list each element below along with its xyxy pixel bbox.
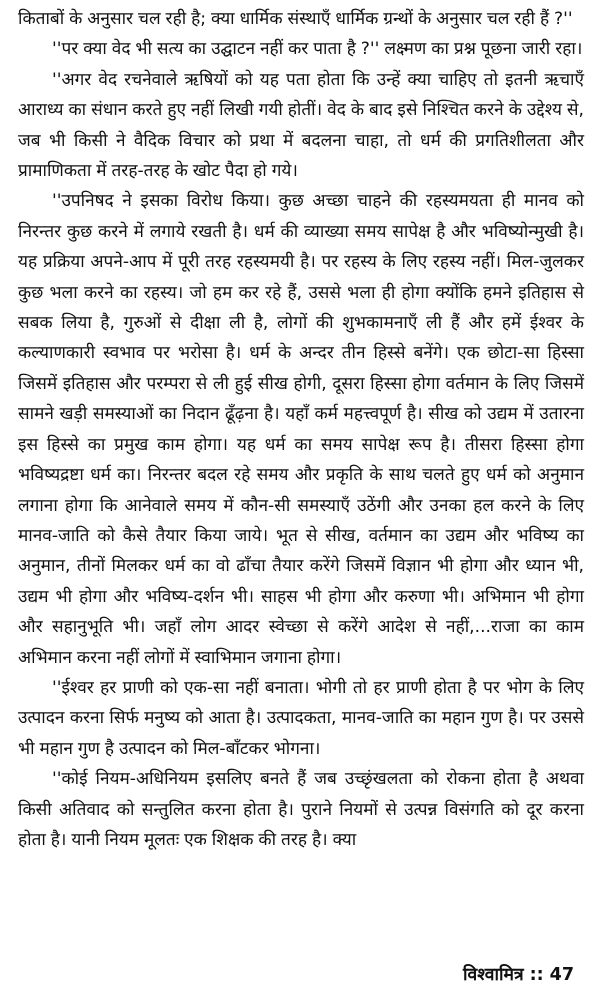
paragraph-rules: ''कोई नियम-अधिनियम इसलिए बनते हैं जब उच्छृंखलता को रोकना होता है अथवा किसी अतिवाद को सन्तुलित करना होता है। पुराने नियमों से उत्पन्न विसंगति को दूर करना होता है। यानी नियम मूलतः एक शिक्षक की तरह है। क्या <box>18 769 584 850</box>
paragraph-lakshman-question: ''पर क्या वेद भी सत्य का उद्घाटन नहीं कर पाता है ?'' लक्ष्मण का प्रश्न पूछना जारी रहा। <box>52 39 583 60</box>
page-text-body <box>18 4 584 855</box>
footer-separator: :: <box>529 965 544 985</box>
footer-book-title: विश्वामित्र <box>463 965 524 985</box>
page-footer <box>463 962 574 986</box>
paragraph-vedic-rishis: ''अगर वेद रचनेवाले ऋषियों को यह पता होता कि उन्हें क्या चाहिए तो इतनी ऋचाएँ आराध्य का संधान करते हुए नहीं लिखी गयी होतीं। वेद के बाद इसे निश्चित करने के उद्देश्य से, जब भी किसी ने वैदिक विचार को प्रथा में बदलना चाहा, तो धर्म की प्रगतिशीलता और प्रामाणिकता में तरह-तरह के खोट पैदा हो गये। <box>18 69 584 182</box>
paragraph-upanishad: ''उपनिषद ने इसका विरोध किया। कुछ अच्छा चाहने की रहस्यमयता ही मानव को निरन्तर कुछ करने में लगाये रखती है। धर्म की व्याख्या समय सापेक्ष है और भविष्योन्मुखी है। यह प्रक्रिया अपने-आप में पूरी तरह रहस्यमयी है। पर रहस्य के लिए रहस्य नहीं। मिल-जुलकर कुछ भला करने का रहस्य। जो हम कर रहे हैं, उससे भला ही होगा क्योंकि हमने इतिहास से सबक लिया है, गुरुओं से दीक्षा ली है, लोगों की शुभकामनाएँ ली हैं और हमें ईश्वर के कल्याणकारी स्वभाव पर भरोसा है। धर्म के अन्दर तीन हिस्से बनेंगे। एक छोटा-सा हिस्सा जिसमें इतिहास और परम्परा से ली हुई सीख होगी, दूसरा हिस्सा होगा वर्तमान के लिए जिसमें सामने खड़ी समस्याओं का निदान ढूँढ़ना है। यहाँ कर्म महत्त्वपूर्ण है। सीख को उद्यम में उतारना इस हिस्से का प्रमुख काम होगा। यह धर्म का समय सापेक्ष रूप है। तीसरा हिस्सा होगा भविष्यद्रष्टा धर्म का। निरन्तर बदल रहे समय और प्रकृति के साथ चलते हुए धर्म को अनुमान लगाना होगा कि आनेवाले समय में कौन-सी समस्याएँ उठेंगी और उनका हल करने के लिए मानव-जाति को कैसे तैयार किया जाये। भूत से सीख, वर्तमान का उद्यम और भविष्य का अनुमान, तीनों मिलकर धर्म का वो ढाँचा तैयार करेंगे जिसमें विज्ञान भी होगा और ध्यान भी, उद्यम भी होगा और भविष्य-दर्शन भी। साहस भी होगा और करुणा भी। अभिमान भी होगा और सहानुभूति भी। जहाँ लोग आदर स्वेच्छा से करेंगे आदेश से नहीं,...राजा का काम अभिमान करना नहीं लोगों में स्वाभिमान जगाना होगा। <box>18 191 584 668</box>
paragraph-continuation: किताबों के अनुसार चल रही है; क्या धार्मिक संस्थाएँ धार्मिक ग्रन्थों के अनुसार चल रही हैं ?'' <box>18 9 573 29</box>
page-number: 47 <box>549 965 574 985</box>
paragraph-production: ''ईश्वर हर प्राणी को एक-सा नहीं बनाता। भोगी तो हर प्राणी होता है पर भोग के लिए उत्पादन करना सिर्फ मनुष्य को आता है। उत्पादकता, मानव-जाति का महान गुण है। पर उससे भी महान गुण है उत्पादन को मिल-बाँटकर भोगना। <box>18 677 584 759</box>
